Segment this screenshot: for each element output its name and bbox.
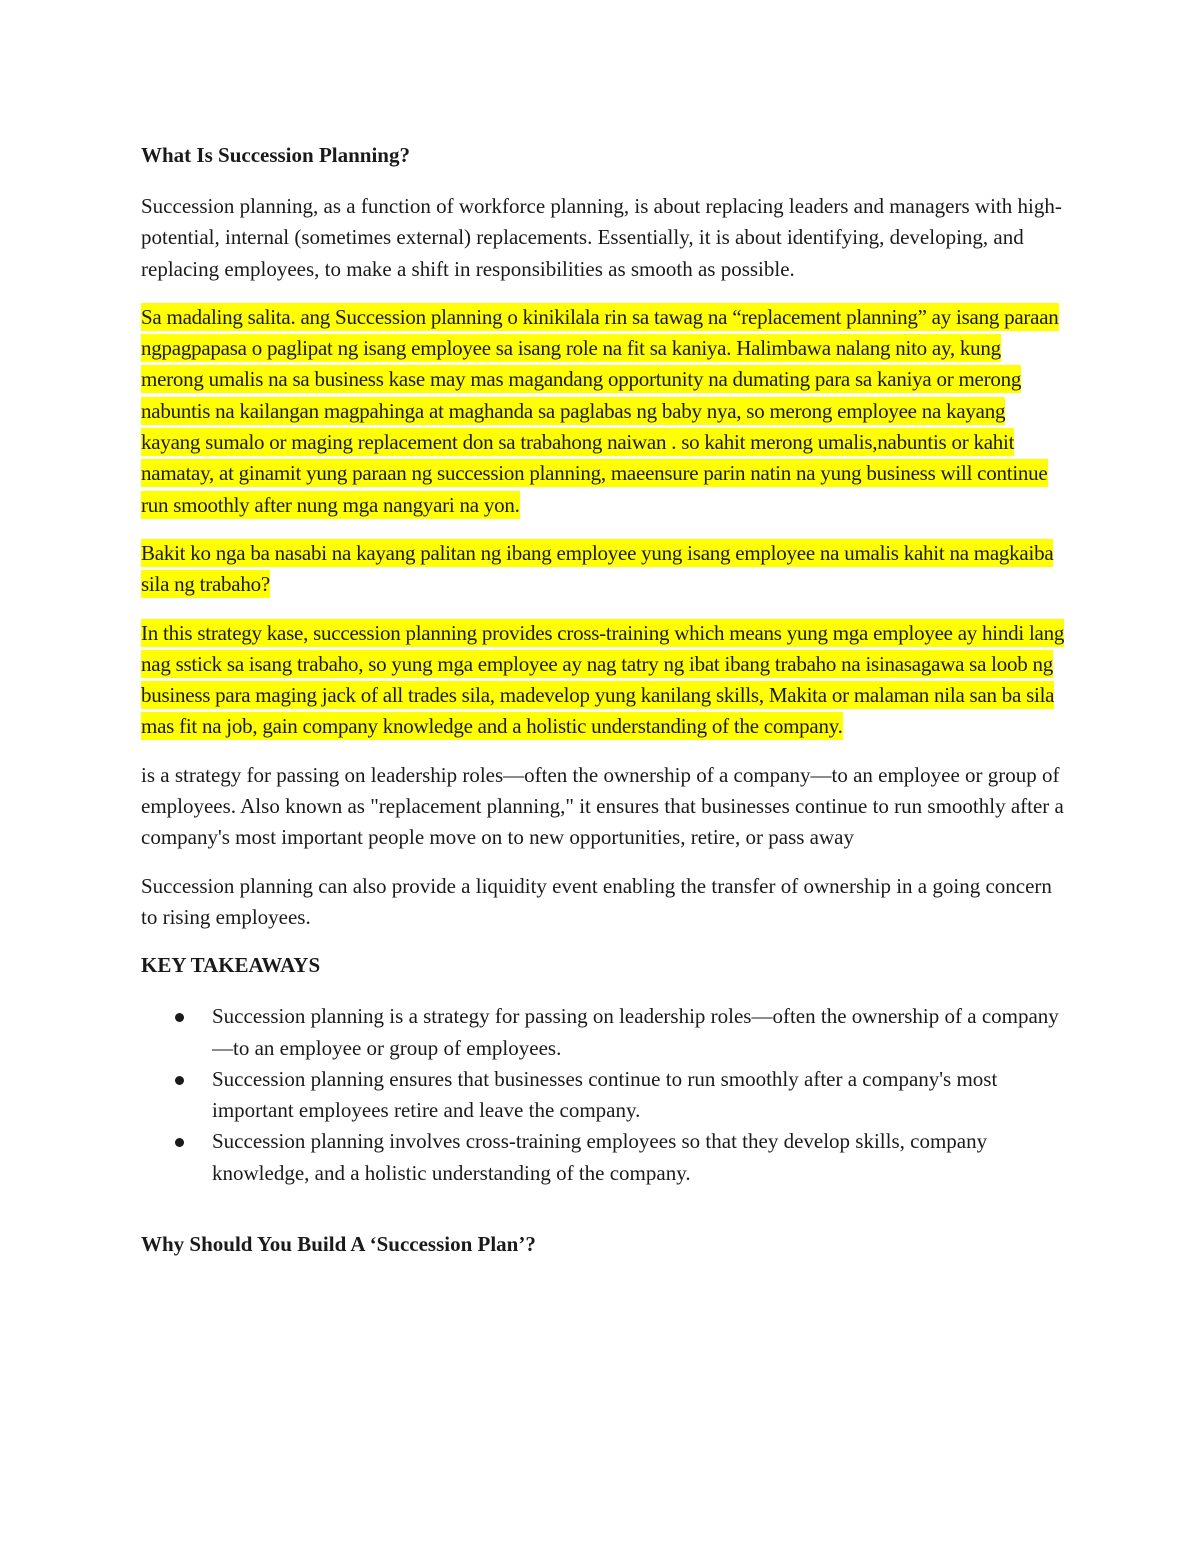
list-item-text: Succession planning involves cross-training employees so that they develop skills, company knowledge, and a holistic understanding of the company. bbox=[212, 1129, 988, 1185]
strategy-paragraph: is a strategy for passing on leadership roles—often the ownership of a company—to an employee or group of employees. Also known as "replacement planning," it ensures that businesses continue to run smoothly after a company's most important people move on to new opportunities, retire, or pass away bbox=[141, 762, 1064, 850]
section-heading-what-is: What Is Succession Planning? bbox=[141, 143, 410, 167]
list-item bbox=[141, 1126, 1066, 1189]
list-item-text: Succession planning ensures that businesses continue to run smoothly after a company's most important employees retire and leave the company. bbox=[212, 1066, 998, 1123]
bullet-icon bbox=[175, 1076, 184, 1085]
highlight-text-2: Bakit ko nga ba nasabi na kayang palitan ng ibang employee yung isang employee na umalis kahit na magkaiba sila ng trabaho? bbox=[141, 540, 1054, 597]
intro-paragraph: Succession planning, as a function of workforce planning, is about replacing leaders and managers with high-potential, internal (sometimes external) replacements. Essentially, it is about identifying, developing, and replacing employees, to make a shift in responsibilities as smooth as possible. bbox=[141, 194, 1062, 281]
key-takeaways-list bbox=[141, 1001, 1066, 1189]
section-heading-why-build: Why Should You Build A ‘Succession Plan’? bbox=[141, 1232, 536, 1257]
document-page bbox=[141, 140, 1066, 1280]
liquidity-paragraph: Succession planning can also provide a liquidity event enabling the transfer of ownership in a going concern to rising employees. bbox=[141, 873, 1052, 929]
list-item bbox=[141, 1064, 1066, 1127]
bullet-icon bbox=[175, 1138, 184, 1147]
key-takeaways-heading: KEY TAKEAWAYS bbox=[141, 953, 321, 978]
bullet-icon bbox=[175, 1013, 184, 1022]
list-item-text: Succession planning is a strategy for passing on leadership roles—often the ownership of a company—to an employee or group of employees. bbox=[212, 1004, 1059, 1060]
highlighted-paragraph-2 bbox=[141, 538, 1066, 601]
highlight-text-1: Sa madaling salita. ang Succession planning o kinikilala rin sa tawag na “replacement planning” ay isang paraan ngpagpapasa o paglipat ng isang employee sa isang role na fit sa kaniya. Halimbawa nalang nito ay, kung merong umalis na sa business kase may mas magandang opportunity na dumating para sa kaniya or merong nabuntis na kailangan magpahinga at maghanda sa paglabas ng baby nya, so merong employee na kayang kayang sumalo or maging replacement don sa trabahong naiwan . so kahit merong umalis,nabuntis or kahit namatay, at ginamit yung paraan ng succession planning, maeensure parin natin na yung business will continue run smoothly after nung mga nangyari na yon. bbox=[141, 304, 1059, 517]
highlighted-paragraph-3 bbox=[141, 618, 1066, 743]
highlighted-paragraph-1 bbox=[141, 302, 1066, 521]
highlight-text-3: In this strategy kase, succession planning provides cross-training which means yung mga employee ay hindi lang nag sstick sa isang trabaho, so yung mga employee ay nag tatry ng ibat ibang trabaho na isinasagawa sa loob ng business para maging jack of all trades sila, madevelop yung kanilang skills, Makita or malaman nila san ba sila mas fit na job, gain company knowledge and a holistic understanding of the company. bbox=[141, 620, 1065, 739]
list-item bbox=[141, 1001, 1066, 1064]
